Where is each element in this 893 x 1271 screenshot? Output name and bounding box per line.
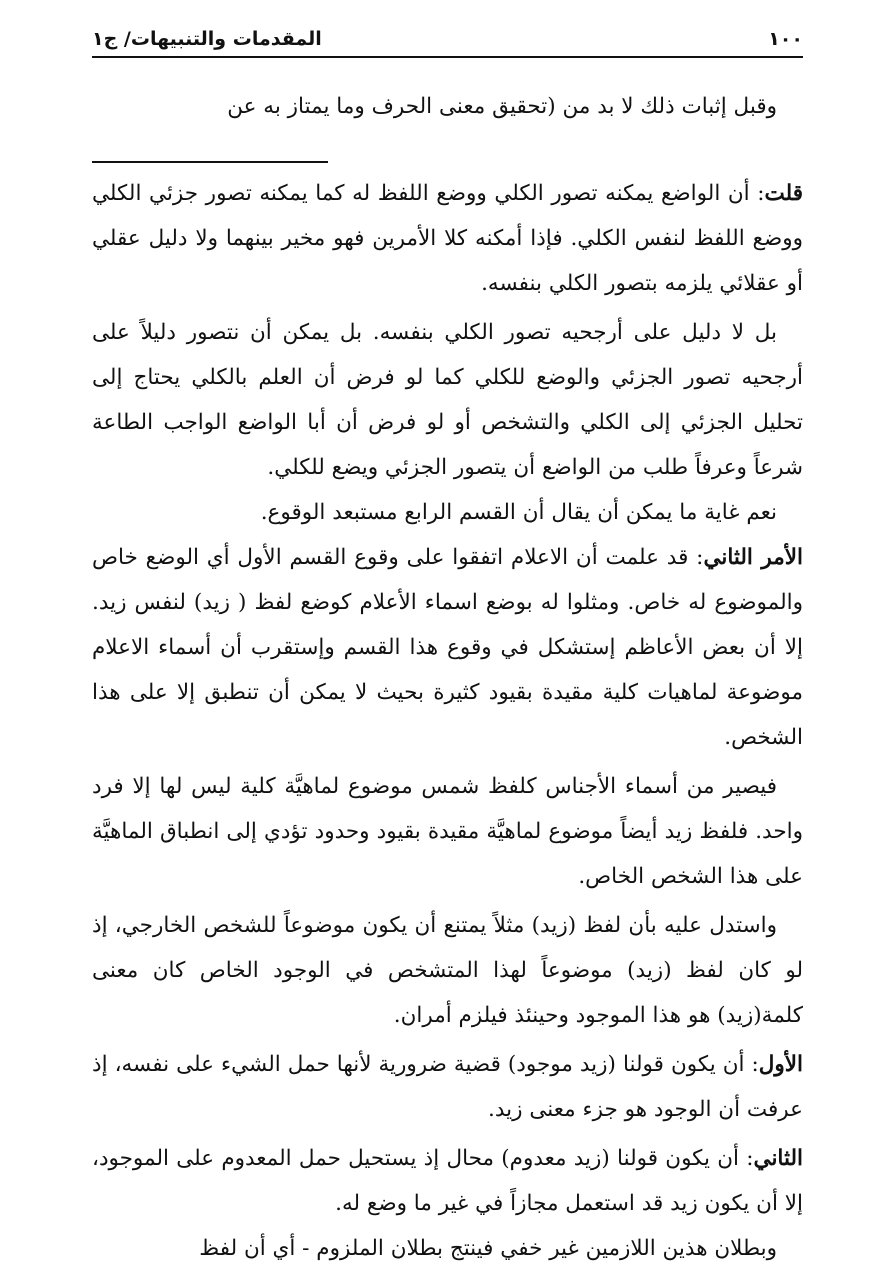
footnote-paragraph-7: [92, 1042, 803, 1132]
paragraph-label: الثاني: [753, 1146, 803, 1171]
running-title: المقدمات والتنبيهات/ ج١: [92, 28, 322, 50]
paragraph-text: : أن يكون قولنا (زيد موجود) قضية ضرورية لأنها حمل الشيء على نفسه، إذ عرفت أن الوجود هو جزء معنى زيد.: [92, 1052, 803, 1122]
paragraph-label: الأول: [758, 1052, 803, 1077]
paragraph-text: : قد علمت أن الاعلام اتفقوا على وقوع القسم الأول أي الوضع خاص والموضوع له خاص. ومثلوا له بوضع اسماء الأعلام كوضع لفظ ( زيد) لنفس زيد. إلا أن بعض الأعاظم إستشكل في وقوع هذا القسم وإستقرب أن أسماء الاعلام موضوعة لماهيات كلية مقيدة بقيود كثيرة بحيث لا يمكن أن تنطبق إلا على هذا الشخص.: [92, 545, 803, 750]
footnote-paragraph-2: بل لا دليل على أرجحيه تصور الكلي بنفسه. بل يمكن أن نتصور دليلاً على أرجحيه تصور الجزئي والوضع للكلي كما لو فرض أن العلم بالكلي يحتاج إلى تحليل الجزئي إلى الكلي والتشخص أو لو فرض أن أبا الواضع الواجب الطاعة شرعاً وعرفاً طلب من الواضع أن يتصور الجزئي ويضع للكلي.: [92, 320, 803, 480]
footnote-paragraph-3: نعم غاية ما يمكن أن يقال أن القسم الرابع مستبعد الوقوع.: [260, 500, 777, 525]
footnote-paragraph-1: [92, 171, 803, 306]
footnote-block: [92, 171, 803, 1271]
footnote-paragraph-5: فيصير من أسماء الأجناس كلفظ شمس موضوع لماهيَّة كلية ليس لها إلا فرد واحد. فلفظ زيد أيضاً موضوع لماهيَّة مقيدة بقيود وحدود تؤدي إلى انطباق الماهيَّة على هذا الشخص الخاص.: [92, 774, 803, 889]
paragraph-text: : أن الواضع يمكنه تصور الكلي ووضع اللفظ له كما يمكنه تصور جزئي الكلي ووضع اللفظ لنفس الكلي. فإذا أمكنه كلا الأمرين فهو مخير بينهما ولا دليل عقلي أو عقلائي يلزمه بتصور الكلي بنفسه.: [92, 181, 803, 296]
footnote-separator: [92, 161, 328, 163]
footnote-paragraph-8: [92, 1136, 803, 1226]
paragraph-text: : أن يكون قولنا (زيد معدوم) محال إذ يستحيل حمل المعدوم على الموجود، إلا أن يكون زيد قد استعمل مجازاً في غير ما وضع له.: [92, 1146, 803, 1216]
footnote-paragraph-6: واستدل عليه بأن لفظ (زيد) مثلاً يمتنع أن يكون موضوعاً للشخص الخارجي، إذ لو كان لفظ (زيد) موضوعاً لهذا المتشخص في الوجود الخاص كان معنى كلمة(زيد) هو هذا الموجود وحينئذ فيلزم أمران.: [92, 913, 803, 1028]
page-header: [92, 28, 803, 58]
paragraph-label: قلت: [764, 181, 803, 206]
main-text-line: وقبل إثبات ذلك لا بد من (تحقيق معنى الحرف وما يمتاز به عن: [227, 94, 777, 119]
footnote-paragraph-9: وبطلان هذين اللازمين غير خفي فينتج بطلان الملزوم - أي أن لفظ: [199, 1236, 777, 1261]
paragraph-label: الأمر الثاني: [703, 545, 803, 570]
footnote-paragraph-4: [92, 535, 803, 760]
page-number: ١٠٠: [768, 28, 803, 50]
